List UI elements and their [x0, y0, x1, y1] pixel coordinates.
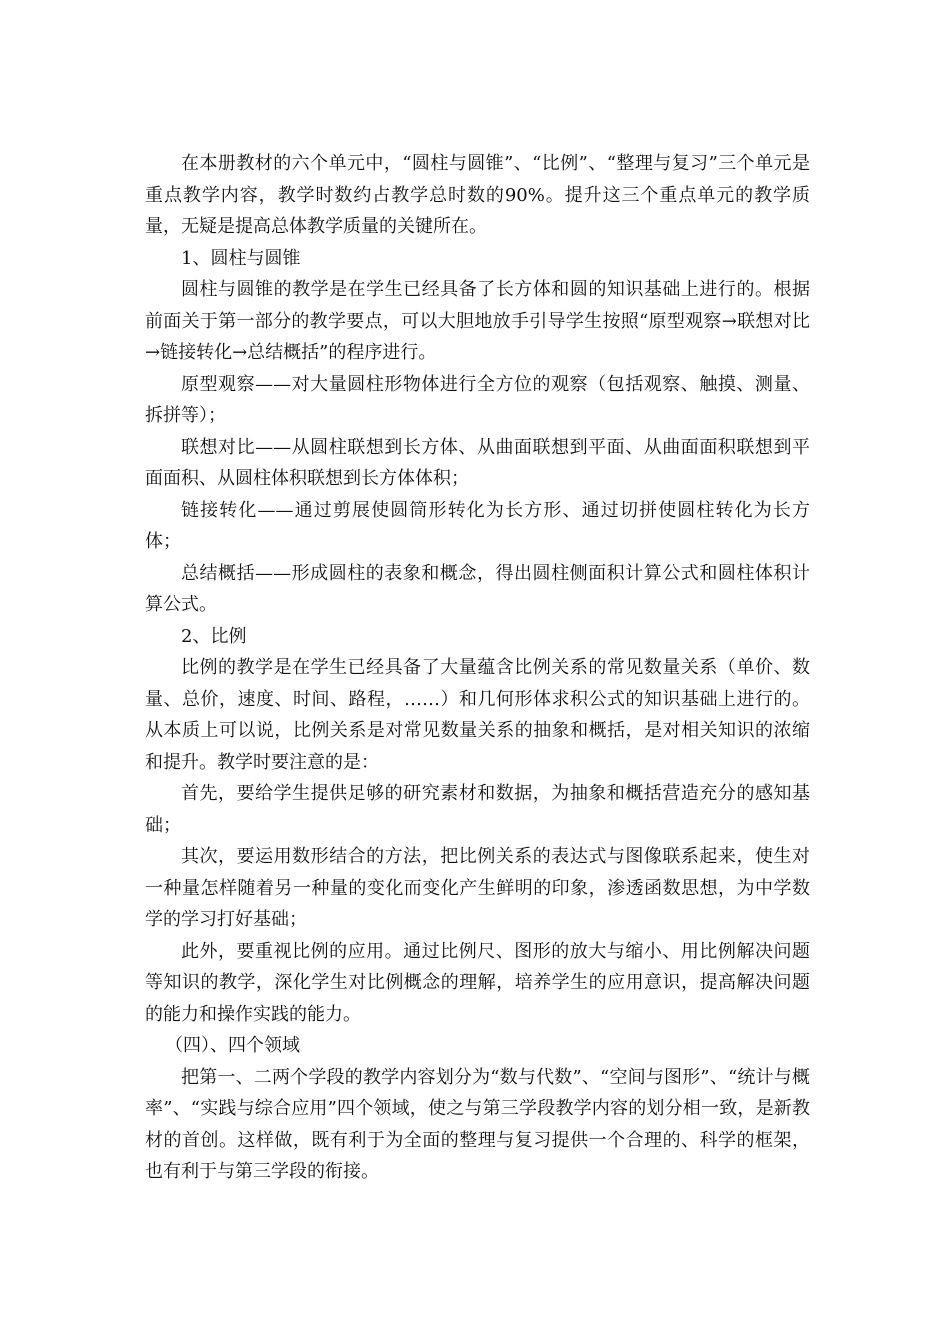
section-heading-four-domains: （四）、四个领域 [165, 1035, 300, 1056]
paragraph: 联想对比——从圆柱联想到长方体、从曲面联想到平面、从曲面面积联想到平面面积、从圆柱体积联想到长方体体积； [145, 436, 810, 489]
intro-paragraph: 在本册教材的六个单元中，“圆柱与圆锥”、“比例”、“整理与复习”三个单元是重点教学内容，教学时数约占教学总时数的90%。提升这三个重点单元的教学质量，无疑是提高总体教学质量的关键所在。 [145, 153, 810, 237]
paragraph: 总结概括——形成圆柱的表象和概念，得出圆柱侧面积计算公式和圆柱体积计算公式。 [145, 562, 810, 615]
document-page [145, 148, 810, 1188]
paragraph: 其次，要运用数形结合的方法，把比例关系的表达式与图像联系起来，使生对一种量怎样随着另一种量的变化而变化产生鲜明的印象，渗透函数思想，为中学数学的学习打好基础； [145, 846, 810, 930]
paragraph: 链接转化——通过剪展使圆筒形转化为长方形、通过切拼使圆柱转化为长方体； [145, 499, 810, 552]
paragraph: 比例的教学是在学生已经具备了大量蕴含比例关系的常见数量关系（单价、数量、总价，速度、时间、路程，……）和几何形体求积公式的知识基础上进行的。从本质上可以说，比例关系是对常见数量关系的抽象和概括，是对相关知识的浓缩和提升。教学时要注意的是： [145, 657, 810, 773]
paragraph: 原型观察——对大量圆柱形物体进行全方位的观察（包括观察、触摸、测量、拆拼等）； [145, 373, 810, 426]
paragraph: 圆柱与圆锥的教学是在学生已经具备了长方体和圆的知识基础上进行的。根据前面关于第一部分的教学要点，可以大胆地放手引导学生按照“原型观察→联想对比→链接转化→总结概括”的程序进行。 [145, 279, 810, 363]
paragraph: 首先，要给学生提供足够的研究素材和数据，为抽象和概括营造充分的感知基础； [145, 783, 810, 836]
paragraph: 把第一、二两个学段的教学内容划分为“数与代数”、“空间与图形”、“统计与概率”、“实践与综合应用”四个领域，使之与第三学段教学内容的划分相一致，是新教材的首创。这样做，既有利于为全面的整理与复习提供一个合理的、科学的框架，也有利于与第三学段的衔接。 [145, 1066, 810, 1182]
section-heading-proportion: 2、比例 [181, 625, 247, 647]
section-heading-cylinder-cone: 1、圆柱与圆锥 [181, 247, 301, 269]
paragraph: 此外，要重视比例的应用。通过比例尺、图形的放大与缩小、用比例解决问题等知识的教学，深化学生对比例概念的理解，培养学生的应用意识，提高解决问题的能力和操作实践的能力。 [145, 940, 810, 1025]
